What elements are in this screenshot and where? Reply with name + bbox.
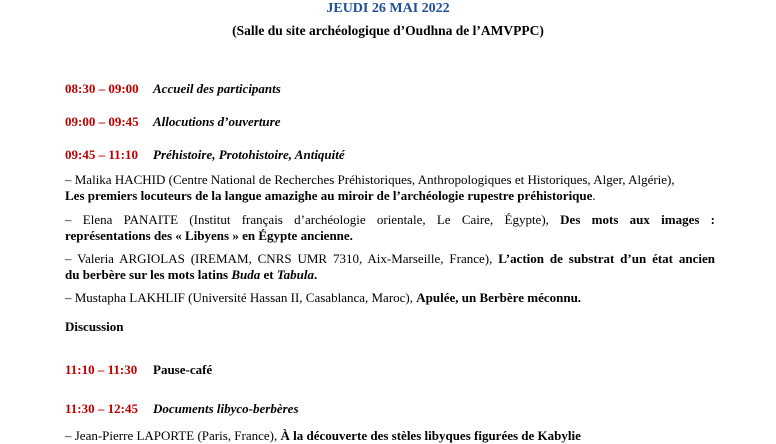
talk-line <box>65 428 715 444</box>
talk-title-word: Tabula <box>276 267 314 282</box>
session-title: Allocutions d’ouverture <box>153 114 281 129</box>
talk-speaker: – Mustapha LAKHLIF (Université Hassan II, Casablanca, Maroc), <box>65 290 414 305</box>
session-title: Accueil des participants <box>153 81 281 96</box>
talk-title: représentations des « Libyens » en Égypte ancienne. <box>65 228 353 243</box>
talk-speaker: – Elena PANAITE (Institut français d’archéologie orientale, Le Caire, Égypte), <box>65 212 549 227</box>
talk-line <box>65 251 715 267</box>
talk-speaker: – Malika HACHID (Centre National de Recherches Préhistoriques, Anthropologiques et Historiques, Alger, Algérie), <box>65 172 675 187</box>
session-allocutions <box>65 114 715 130</box>
talk-line <box>65 290 715 306</box>
program-venue: (Salle du site archéologique d’Oudhna de l’AMVPPC) <box>232 23 544 38</box>
session-prehistoire <box>65 147 715 163</box>
talk-line <box>65 212 715 228</box>
talk-title-line <box>65 228 715 244</box>
talk-title: du berbère sur les mots latins <box>65 267 229 282</box>
talk-title: Les premiers locuteurs de la langue amazighe au miroir de l’archéologie rupestre préhistorique <box>65 188 593 203</box>
session-pause <box>65 362 715 378</box>
talk-title-line <box>65 188 715 204</box>
program-date: JEUDI 26 MAI 2022 <box>326 1 450 16</box>
session-time: 09:00 – 09:45 <box>65 114 139 129</box>
talk-title-word: et <box>263 267 274 282</box>
session-time: 11:10 – 11:30 <box>65 362 138 377</box>
talk-title: L’action de substrat d’un état ancien <box>498 251 715 266</box>
session-time: 08:30 – 09:00 <box>65 81 139 96</box>
session-title: Documents libyco-berbères <box>153 401 299 416</box>
talk-title-end: . <box>313 267 318 282</box>
session-documents <box>65 401 715 417</box>
talk-title: Apulée, un Berbère méconnu. <box>416 290 582 305</box>
talk-title-word: Buda <box>231 267 261 282</box>
talk-speaker: – Valeria ARGIOLAS (IREMAM, CNRS UMR 7310, Aix-Marseille, France), <box>65 251 493 266</box>
session-title: Préhistoire, Protohistoire, Antiquité <box>153 147 345 162</box>
session-time: 09:45 – 11:10 <box>65 147 138 162</box>
talk-title-line <box>65 267 715 283</box>
discussion-label: Discussion <box>65 319 124 334</box>
talk-speaker: – Jean-Pierre LAPORTE (Paris, France), <box>65 428 278 443</box>
session-title: Pause-café <box>153 362 213 377</box>
session-accueil <box>65 81 715 97</box>
session-time: 11:30 – 12:45 <box>65 401 138 416</box>
talk-title: À la découverte des stèles libyques figurées de Kabylie <box>280 428 581 443</box>
talk-title-end: . <box>592 188 596 203</box>
talk-title: Des mots aux images : <box>560 212 715 227</box>
